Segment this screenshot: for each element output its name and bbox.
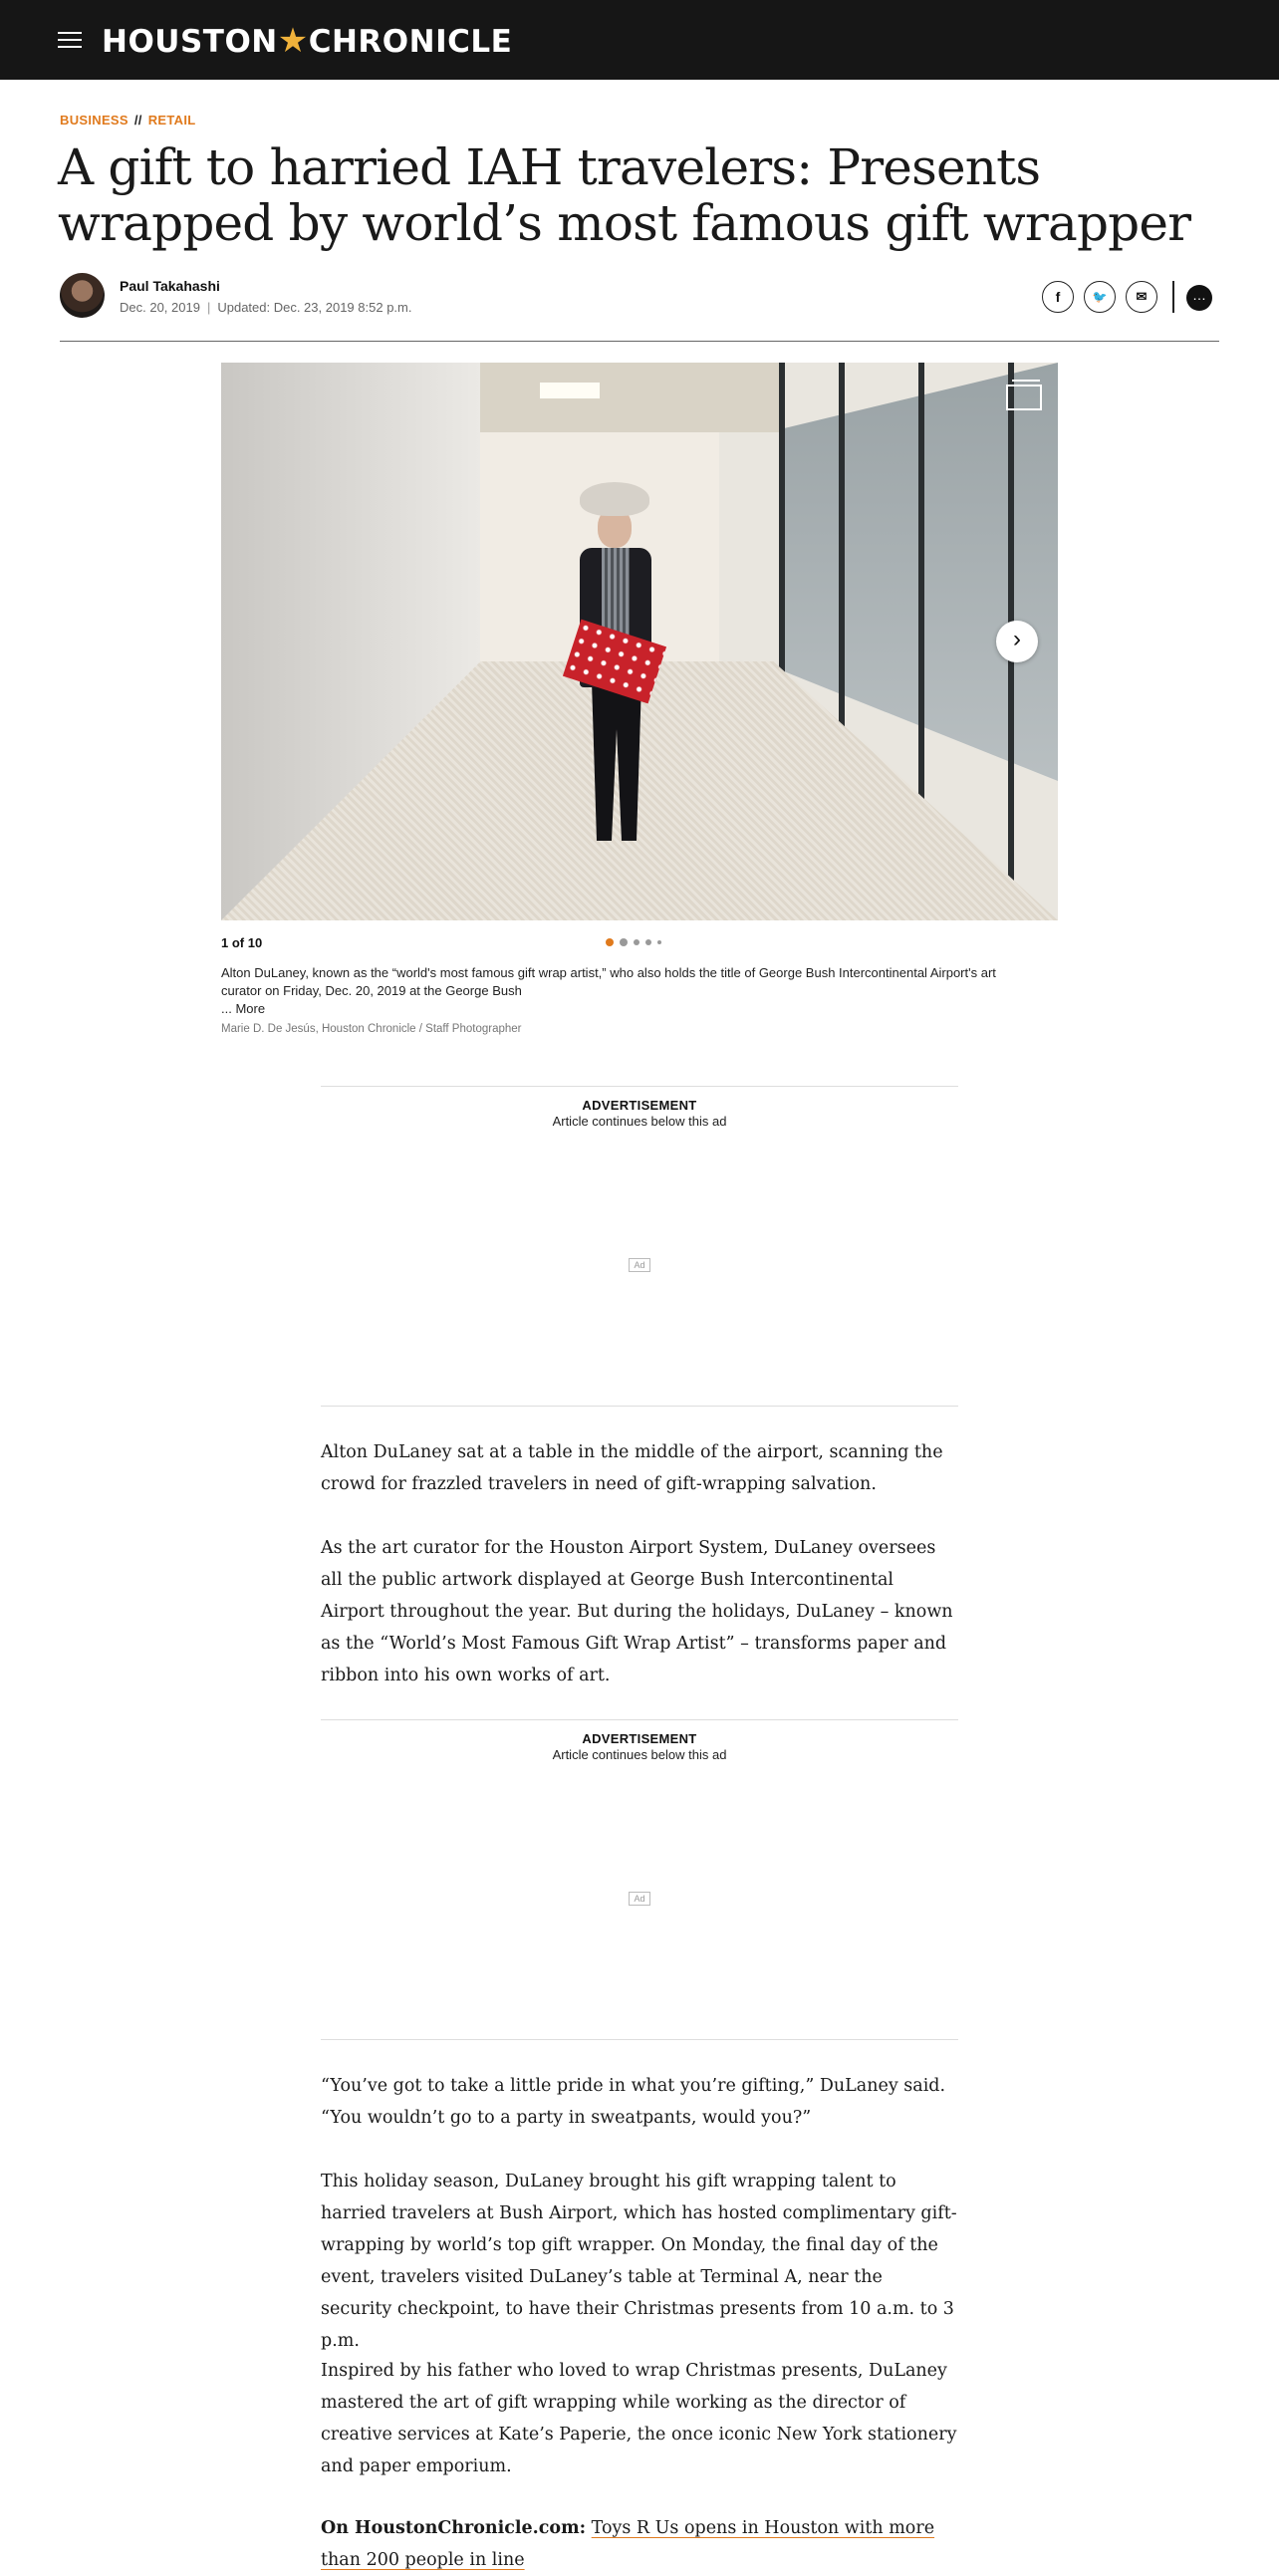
top-navigation-bar (0, 0, 1279, 80)
logo-text-right: CHRONICLE (308, 24, 513, 60)
site-logo[interactable] (102, 22, 512, 61)
twitter-share-button[interactable] (1084, 281, 1116, 313)
breadcrumb-business[interactable]: BUSINESS (60, 113, 128, 128)
menu-icon[interactable] (58, 32, 82, 50)
ad-label: ADVERTISEMENT (582, 1731, 697, 1746)
breadcrumb (60, 113, 195, 128)
comments-button[interactable] (1186, 285, 1212, 311)
share-divider (1172, 281, 1174, 313)
gallery-dot[interactable] (657, 940, 661, 944)
gallery-next-button[interactable] (996, 621, 1038, 662)
gallery-photo[interactable] (221, 363, 1058, 920)
gallery-dot[interactable] (645, 939, 651, 945)
logo-star-icon: ★ (277, 21, 309, 61)
photo-ceiling-light (540, 383, 600, 398)
photo-credit: Marie D. De Jesús, Houston Chronicle / Staff Photographer (221, 1023, 522, 1035)
byline (60, 273, 1219, 343)
email-icon: ✉ (1136, 289, 1148, 304)
ad-sublabel: Article continues below this ad (552, 1747, 727, 1762)
facebook-icon: f (1055, 289, 1061, 305)
publish-dates (120, 300, 411, 315)
ad-marker[interactable]: Ad (629, 1258, 650, 1272)
ad-marker[interactable]: Ad (629, 1892, 650, 1906)
ad-label: ADVERTISEMENT (582, 1098, 697, 1113)
gallery-counter: 1 of 10 (221, 935, 263, 950)
author-name[interactable]: Paul Takahashi (120, 278, 220, 294)
breadcrumb-separator: // (133, 113, 142, 128)
related-article-link[interactable]: Toys R Us opens in Houston with more than 200 people in line (321, 2518, 935, 2570)
photo-subject (570, 482, 689, 861)
gallery-dot[interactable] (620, 938, 628, 946)
related-article-promo (321, 2512, 958, 2576)
logo-text-left: HOUSTON (102, 24, 278, 60)
advertisement-slot (321, 1719, 958, 2040)
article-paragraph: Alton DuLaney sat at a table in the middle of the airport, scanning the crowd for frazzled travelers in need of gift-wrapping salvation. (321, 1442, 943, 1494)
promo-lead: On HoustonChronicle.com: (321, 2518, 587, 2538)
article-paragraph: As the art curator for the Houston Airport System, DuLaney oversees all the public artwork displayed at George Bush Intercontinental Airport throughout the year. But during the holidays, DuLaney – known as the “World’s Most Famous Gift Wrap Artist” – transforms paper and ribbon into his own works of art. (321, 1538, 953, 1685)
article-paragraph: This holiday season, DuLaney brought his gift wrapping talent to harried travelers at Bush Airport, which has hosted complimentary gift-wrapping by world’s top gift wrapper. On Monday, the final day of the event, travelers visited DuLaney’s table at Terminal A, near the security checkpoint, to have their Christmas presents from 10 a.m. to 3 p.m. (321, 2172, 957, 2351)
gallery-dot[interactable] (634, 939, 640, 945)
caption-more-link[interactable]: ... More (221, 1001, 266, 1016)
email-share-button[interactable] (1126, 281, 1157, 313)
byline-divider (60, 341, 1219, 342)
author-avatar[interactable] (60, 273, 105, 318)
gallery-pagination (606, 937, 661, 947)
updated-date: Updated: Dec. 23, 2019 8:52 p.m. (217, 300, 412, 315)
publish-date: Dec. 20, 2019 (120, 300, 200, 315)
chevron-right-icon: › (1013, 626, 1021, 652)
gallery-dot[interactable] (606, 938, 614, 946)
photo-ceiling (480, 363, 779, 432)
twitter-icon: 🐦 (1092, 290, 1108, 304)
date-separator: | (206, 300, 211, 315)
photo-caption: Alton DuLaney, known as the “world's most famous gift wrap artist,” who also holds the title of George Bush Intercontinental Airport's art curator on Friday, Dec. 20, 2019 at the George Bush (221, 965, 996, 998)
ad-sublabel: Article continues below this ad (552, 1114, 727, 1129)
advertisement-slot (321, 1086, 958, 1407)
article-headline: A gift to harried IAH travelers: Presents wrapped by world’s most famous gift wrapper (58, 138, 1191, 252)
facebook-share-button[interactable] (1042, 281, 1074, 313)
breadcrumb-retail[interactable]: RETAIL (147, 113, 196, 128)
comment-icon: … (1192, 287, 1206, 303)
article-paragraph: “You’ve got to take a little pride in what you’re gifting,” DuLaney said. “You wouldn’t go to a party in sweatpants, would you?” (321, 2076, 946, 2128)
article-paragraph: Inspired by his father who loved to wrap Christmas presents, DuLaney mastered the art of gift wrapping while working as the director of creative services at Kate’s Paperie, the once iconic New York stationery and paper emporium. (321, 2361, 957, 2476)
gallery-grid-icon[interactable] (1006, 385, 1042, 410)
